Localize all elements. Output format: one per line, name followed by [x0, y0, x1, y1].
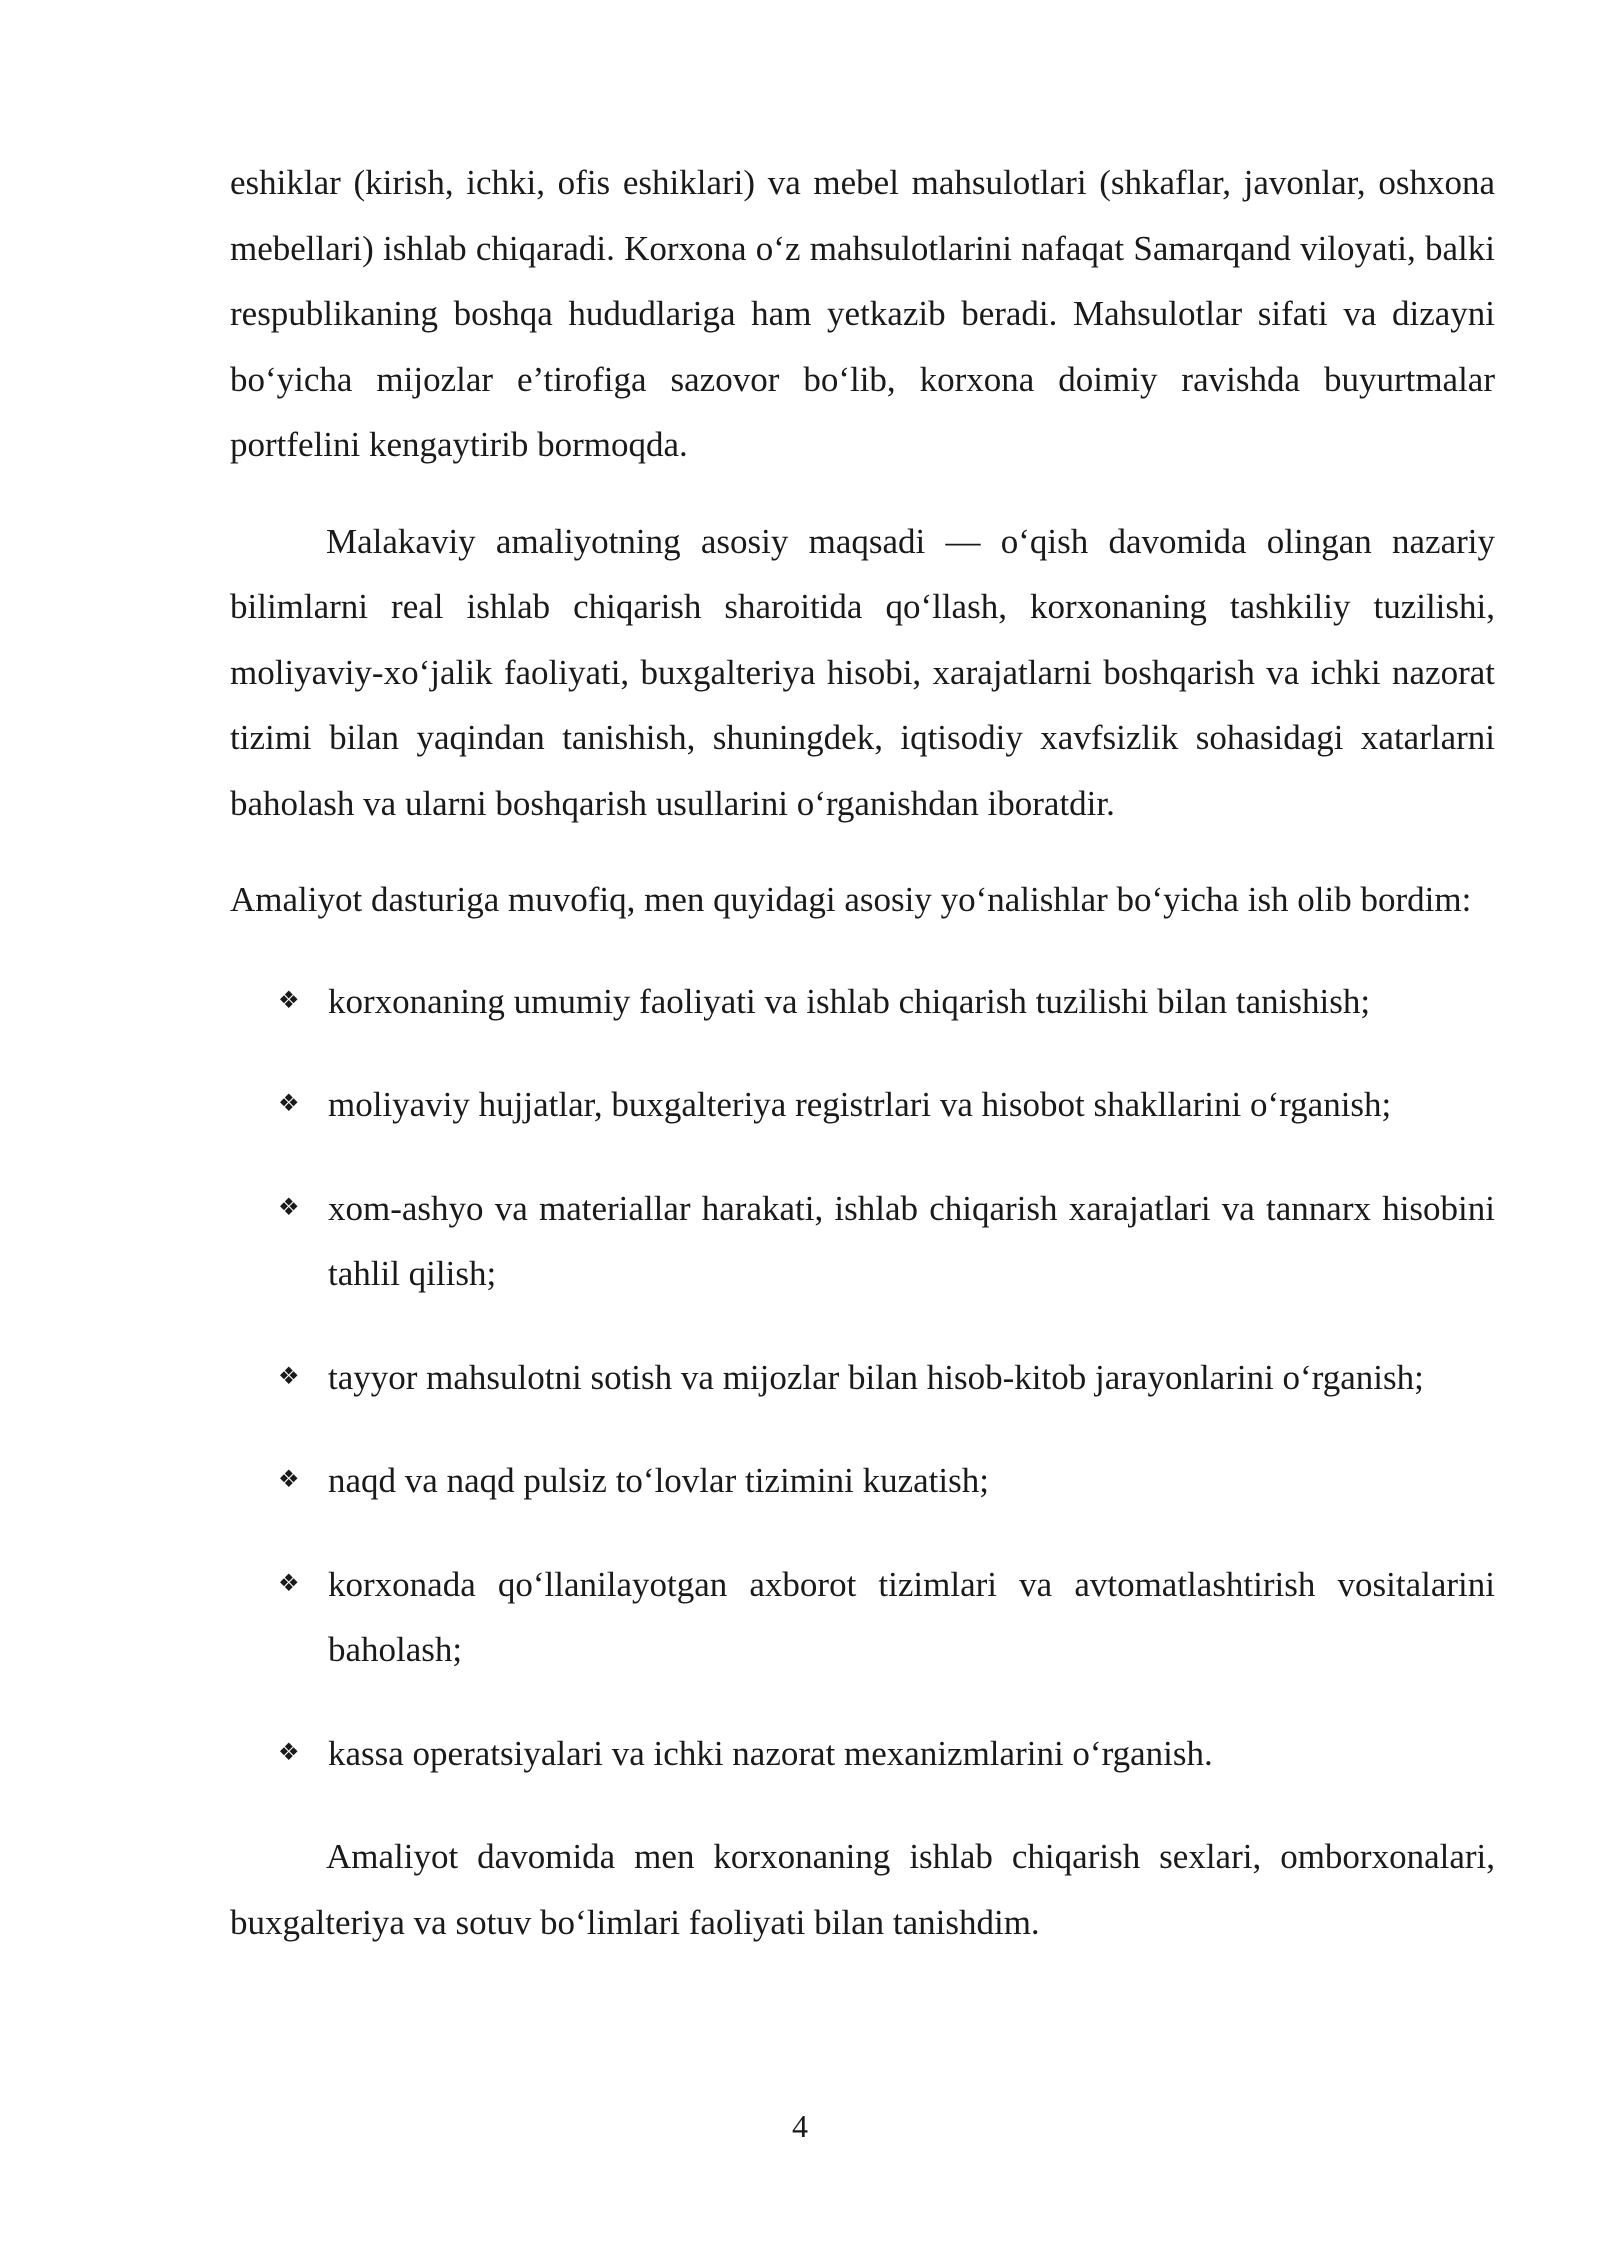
- diamond-bullet-icon: ❖: [278, 1467, 300, 1493]
- list-item-text: naqd va naqd pulsiz to‘lovlar tizimini kuzatish;: [328, 1461, 989, 1500]
- diamond-bullet-icon: ❖: [278, 1091, 300, 1117]
- list-item: [230, 1721, 1495, 1787]
- list-item-text: moliyaviy hujjatlar, buxgalteriya registrlari va hisobot shakllarini o‘rganish;: [328, 1085, 1392, 1124]
- list-item-text: tayyor mahsulotni sotish va mijozlar bilan hisob-kitob jarayonlarini o‘rganish;: [328, 1357, 1424, 1397]
- list-item: [230, 1448, 1495, 1514]
- diamond-bullet-icon: ❖: [278, 1739, 300, 1766]
- list-item: [230, 1072, 1495, 1138]
- list-item: [230, 1345, 1495, 1411]
- program-paragraph: Amaliyot dasturiga muvofiq, men quyidagi asosiy yo‘nalishlar bo‘yicha ish olib bordim:: [230, 880, 1472, 919]
- diamond-bullet-icon: ❖: [278, 1194, 300, 1221]
- diamond-bullet-icon: ❖: [278, 1363, 300, 1390]
- task-list: [230, 969, 1495, 1787]
- list-item: [230, 1176, 1495, 1307]
- list-item-text: xom-ashyo va materiallar harakati, ishlab chiqarish xarajatlari va tannarx hisobini tahlil qilish;: [328, 1188, 1495, 1293]
- page-body: [230, 150, 1495, 1955]
- diamond-bullet-icon: ❖: [278, 1570, 300, 1597]
- list-item-text: korxonada qo‘llanilayotgan axborot tizimlari va avtomatlashtirish vositalarini baholash;: [328, 1564, 1495, 1669]
- intro-paragraph: eshiklar (kirish, ichki, ofis eshiklari) va mebel mahsulotlari (shkaflar, javonlar, oshxona mebellari) ishlab chiqaradi. Korxona o‘z mahsulotlarini nafaqat Samarqand viloyati, balki respublikaning boshqa hududlariga ham yetkazib beradi. Mahsulotlar sifati va dizayni bo‘yicha mijozlar e’tirofiga sazovor bo‘lib, korxona doimiy ravishda buyurtmalar portfelini kengaytirib bormoqda.: [230, 163, 1495, 464]
- closing-paragraph: Amaliyot davomida men korxonaning ishlab chiqarish sexlari, omborxonalari, buxgalteriya va sotuv bo‘limlari faoliyati bilan tanishdim.: [230, 1837, 1495, 1942]
- list-item-text: kassa operatsiyalari va ichki nazorat mexanizmlarini o‘rganish.: [328, 1733, 1213, 1773]
- goal-paragraph: Malakaviy amaliyotning asosiy maqsadi — o‘qish davomida olingan nazariy bilimlarni real ishlab chiqarish sharoitida qo‘llash, korxonaning tashkiliy tuzilishi, moliyaviy-xo‘jalik faoliyati, buxgalteriya hisobi, xarajatlarni boshqarish va ichki nazorat tizimi bilan yaqindan tanishish, shuningdek, iqtisodiy xavfsizlik sohasidagi xatarlarni baholash va ularni boshqarish usullarini o‘rganishdan iboratdir.: [230, 521, 1495, 823]
- list-item: [230, 1552, 1495, 1683]
- diamond-bullet-icon: ❖: [278, 987, 300, 1014]
- list-item-text: korxonaning umumiy faoliyati va ishlab chiqarish tuzilishi bilan tanishish;: [328, 981, 1371, 1021]
- page-number: 4: [792, 2108, 808, 2144]
- list-item: [230, 969, 1495, 1035]
